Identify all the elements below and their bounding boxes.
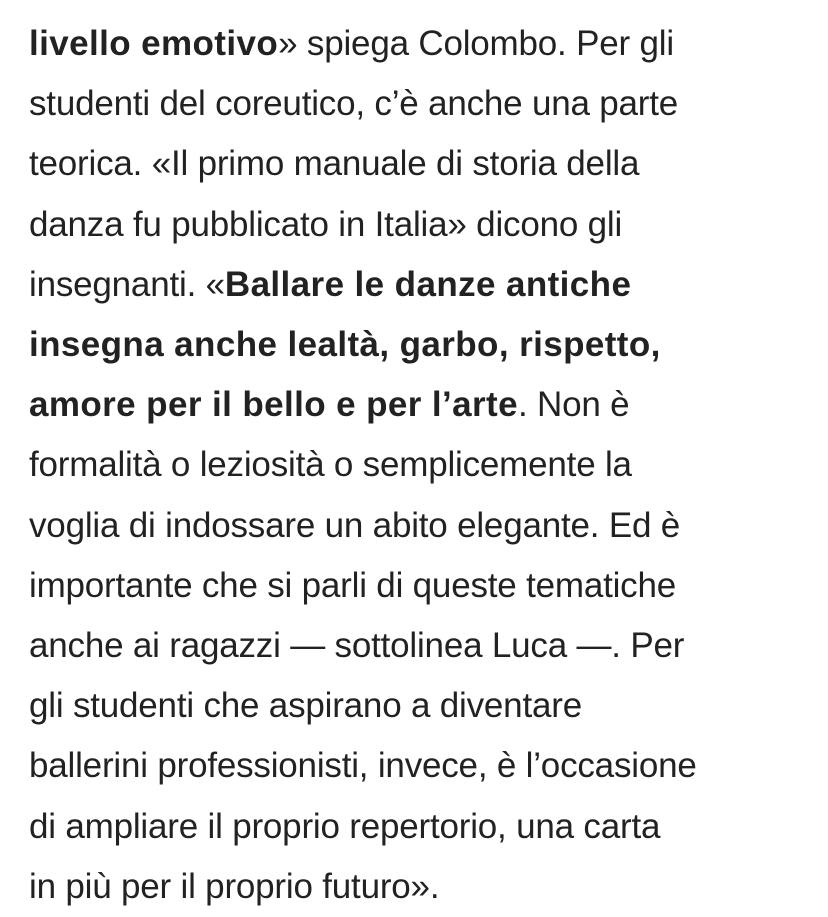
text-line xyxy=(29,14,819,74)
text-line xyxy=(29,435,819,495)
text-line xyxy=(29,496,819,556)
bold-text: Ballare le danze antiche xyxy=(224,264,632,304)
text-line xyxy=(29,74,819,134)
text-run: danza fu pubblicato in Italia» dicono gli xyxy=(29,204,623,244)
article-paragraph xyxy=(29,14,819,917)
text-run: teorica. «Il primo manuale di storia della xyxy=(29,144,640,184)
text-run: ballerini professionisti, invece, è l’occasione xyxy=(29,746,697,786)
text-line xyxy=(29,797,819,857)
text-line xyxy=(29,616,819,676)
text-run: voglia di indossare un abito elegante. Ed è xyxy=(29,505,681,545)
text-run: formalità o leziosità o semplicemente la xyxy=(29,445,632,485)
text-line xyxy=(29,736,819,796)
text-run: gli studenti che aspirano a diventare xyxy=(29,686,582,726)
text-run: anche ai ragazzi — sottolinea Luca —. Per xyxy=(29,626,685,666)
text-run: importante che si parli di queste tematiche xyxy=(29,565,677,605)
text-line xyxy=(29,255,819,315)
text-line xyxy=(29,134,819,194)
bold-text: insegna anche lealtà, garbo, rispetto, xyxy=(29,325,661,365)
bold-text: livello emotivo xyxy=(29,24,279,63)
text-line xyxy=(29,315,819,375)
text-line xyxy=(29,676,819,736)
text-run: » spiega Colombo. Per gli xyxy=(278,24,674,63)
text-run: di ampliare il proprio repertorio, una carta xyxy=(29,806,661,846)
text-run: in più per il proprio futuro». xyxy=(29,866,440,906)
bold-text: amore per il bello e per l’arte xyxy=(29,385,518,425)
text-line xyxy=(29,375,819,435)
text-run: studenti del coreutico, c’è anche una parte xyxy=(29,84,679,124)
text-run: insegnanti. « xyxy=(29,264,225,304)
text-line xyxy=(29,556,819,616)
text-run: . Non è xyxy=(517,385,630,425)
text-line xyxy=(29,857,819,917)
text-line xyxy=(29,195,819,255)
